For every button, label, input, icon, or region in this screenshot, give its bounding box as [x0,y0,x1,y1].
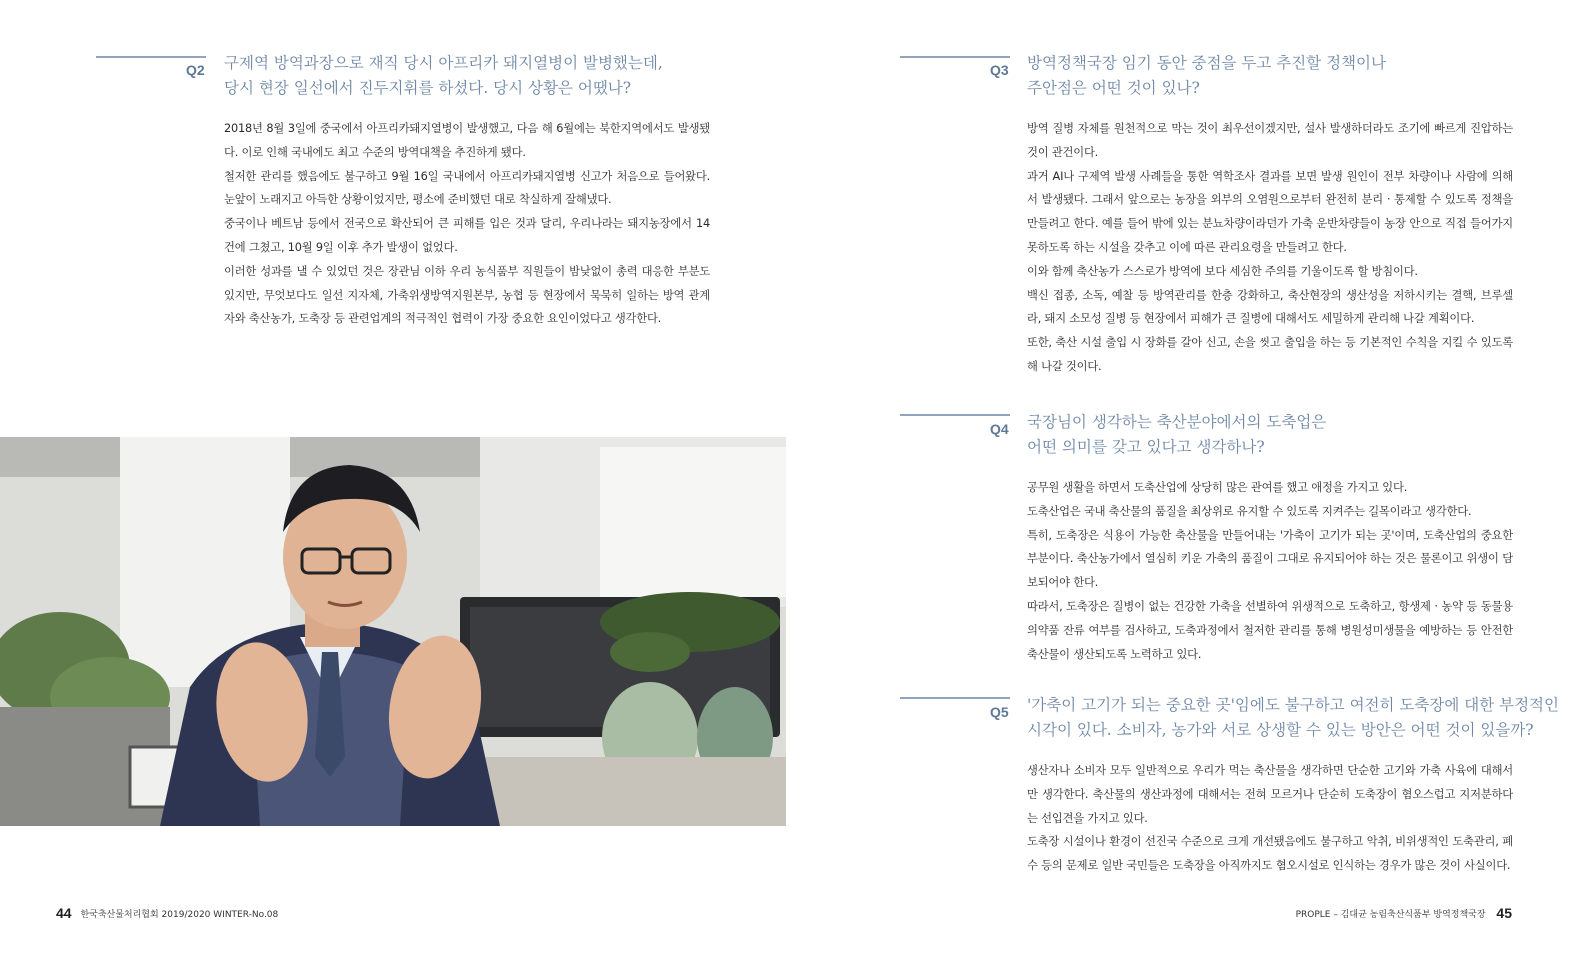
q3-answer-paragraph: 방역 질병 자체를 원천적으로 막는 것이 최우선이겠지만, 설사 발생하더라도 조기에 빠르게 진압하는 것이 관건이다. [1027,122,1513,159]
q3-label: Q3 [990,62,1009,78]
q3-answer-paragraph: 백신 접종, 소독, 예찰 등 방역관리를 한층 강화하고, 축산현장의 생산성을 저하시키는 결핵, 브루셀라, 돼지 소모성 질병 등 현장에서 피해가 큰 질병에 대해서도 세밀하게 관리해 나갈 계획이다. [1027,288,1513,326]
right-footer [1296,905,1512,921]
q5-answer [1027,759,1513,878]
interview-photo [0,437,786,826]
q5-answer-paragraph: 생산자나 소비자 모두 일반적으로 우리가 먹는 축산물을 생각하면 단순한 고기와 가축 사육에 대해서만 생각한다. 축산물의 생산과정에 대해서는 전혀 모르거나 단순히 도축장이 혐오스럽고 지저분하다는 선입견을 가지고 있다. [1027,764,1513,825]
q3-question-line: 방역정책국장 임기 동안 중점을 두고 추진할 정책이나 [1027,54,1386,72]
q5-question-line: '가축이 고기가 되는 중요한 곳'임에도 불구하고 여전히 도축장에 대한 부정적인 [1027,696,1560,714]
q4-label: Q4 [990,421,1009,437]
q3-answer [1027,117,1513,379]
q4-answer-paragraph: 따라서, 도축장은 질병이 없는 건강한 가축을 선별하여 위생적으로 도축하고, 항생제 · 농약 등 동물용의약품 잔류 여부를 검사하고, 도축과정에서 철저한 관리를 통해 병원성미생물을 예방하는 등 안전한 축산물이 생산되도록 노력하고 있다. [1027,599,1513,661]
q3-answer-paragraph: 또한, 축산 시설 출입 시 장화를 갈아 신고, 손을 씻고 출입을 하는 등 기본적인 수칙을 지킬 수 있도록 해 나갈 것이다. [1027,336,1513,373]
q4-answer-paragraph: 도축산업은 국내 축산물의 품질을 최상위로 유지할 수 있도록 지켜주는 길목이라고 생각한다. [1027,504,1472,518]
q5-label: Q5 [990,704,1009,720]
q2-answer [224,117,710,331]
q2-rule [96,56,206,58]
q2-answer-paragraph: 철저한 관리를 했음에도 불구하고 9월 16일 국내에서 아프리카돼지열병 신고가 처음으로 들어왔다. 눈앞이 노래지고 아득한 상황이었지만, 평소에 준비했던 대로 착실하게 잘해냈다. [224,169,710,207]
q4-answer-paragraph: 공무원 생활을 하면서 도축산업에 상당히 많은 관여를 했고 애정을 가지고 있다. [1027,481,1408,494]
q3-question-line: 주안점은 어떤 것이 있나? [1027,79,1200,97]
q5-rule [900,697,1010,699]
q4-question-line: 어떤 의미를 갖고 있다고 생각하나? [1027,438,1265,456]
q5-question [1027,693,1567,743]
q2-answer-paragraph: 2018년 8월 3일에 중국에서 아프리카돼지열병이 발생했고, 다음 해 6월에는 북한지역에서도 발생됐다. 이로 인해 국내에도 최고 수준의 방역대책을 추진하게 됐다. [224,122,710,159]
q4-answer [1027,476,1513,666]
q4-answer-paragraph: 특히, 도축장은 식용이 가능한 축산물을 만들어내는 '가축이 고기가 되는 곳'이며, 도축산업의 중요한 부분이다. 축산농가에서 열심히 키운 가축의 품질이 그대로 유지되어야 하는 것은 물론이고 위생이 담보되어야 한다. [1027,528,1513,590]
q3-answer-paragraph: 과거 AI나 구제역 발생 사례들을 통한 역학조사 결과를 보면 발생 원인이 전부 차량이나 사람에 의해서 발생됐다. 그래서 앞으로는 농장을 외부의 오염원으로부터 완전히 분리 · 통제할 수 있도록 정책을 만들려고 한다. 예를 들어 밖에 있는 분뇨차량이라던가 가축 운반차량들이 농장 안으로 직접 들어가지 못하도록 하는 시설을 갖추고 이에 따른 관리요령을 만들려고 한다. [1027,169,1513,254]
q2-question-line: 구제역 방역과장으로 재직 당시 아프리카 돼지열병이 발병했는데, [224,54,663,72]
page-number-left: 44 [56,905,72,921]
left-footer-text: 한국축산물처리협회 2019/2020 WINTER-No.08 [80,909,279,920]
q3-question [1027,51,1547,101]
q4-rule [900,414,1010,416]
right-footer-text: PROPLE – 김대균 농림축산식품부 방역정책국장 [1295,909,1486,920]
q5-question-line: 시각이 있다. 소비자, 농가와 서로 상생할 수 있는 방안은 어떤 것이 있을까? [1027,721,1534,739]
q2-answer-paragraph: 이러한 성과를 낼 수 있었던 것은 장관님 이하 우리 농식품부 직원들이 밤낮없이 총력 대응한 부분도 있지만, 무엇보다도 일선 지자체, 가축위생방역지원본부, 농협 등 현장에서 묵묵히 일하는 방역 관계자와 축산농가, 도축장 등 관련업계의 적극적인 협력이 가장 중요한 요인이었다고 생각한다. [224,264,710,326]
q2-label: Q2 [186,62,205,78]
q3-rule [900,56,1010,58]
q2-question [224,51,744,101]
q4-question-line: 국장님이 생각하는 축산분야에서의 도축업은 [1027,413,1327,431]
q5-answer-paragraph: 도축장 시설이나 환경이 선진국 수준으로 크게 개선됐음에도 불구하고 악취, 비위생적인 도축관리, 폐수 등의 문제로 일반 국민들은 도축장을 아직까지도 혐오시설로 인식하는 경우가 많은 것이 사실이다. [1027,835,1513,873]
left-footer [56,905,278,921]
page-number-right: 45 [1496,905,1512,921]
q4-question [1027,410,1547,460]
q2-question-line: 당시 현장 일선에서 진두지휘를 하셨다. 당시 상황은 어땠나? [224,79,632,97]
q2-answer-paragraph: 중국이나 베트남 등에서 전국으로 확산되어 큰 피해를 입은 것과 달리, 우리나라는 돼지농장에서 14건에 그쳤고, 10월 9일 이후 추가 발생이 없었다. [224,217,710,254]
q3-answer-paragraph: 이와 함께 축산농가 스스로가 방역에 보다 세심한 주의를 기울이도록 할 방침이다. [1027,264,1418,278]
interview-photo-illustration [0,437,786,826]
